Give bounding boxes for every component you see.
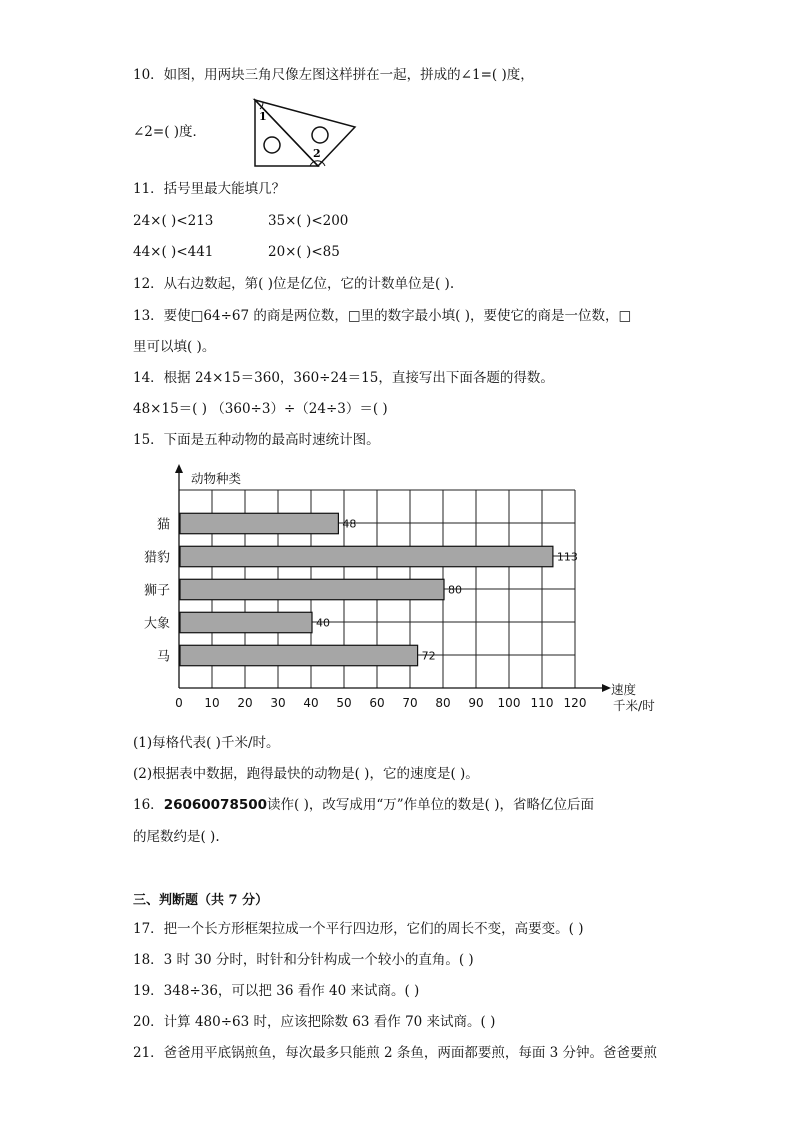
q13-line2: 里可以填( )。 — [133, 339, 216, 355]
ruler-hole-right — [312, 127, 328, 143]
x-axis-title-2: 千米/时 — [613, 698, 655, 713]
q15-sub2: (2)根据表中数据，跑得最快的动物是( )，它的速度是( )。 — [133, 766, 479, 782]
q10-line2: ∠2=( )度． — [133, 124, 207, 140]
q17-text: 17．把一个长方形框架拉成一个平行四边形，它们的周长不变，高要变。( ) — [133, 921, 584, 937]
x-tick-label: 80 — [435, 696, 451, 710]
bar-狮子 — [180, 579, 444, 599]
bar-value-label: 40 — [316, 616, 330, 630]
q10-line1: 10．如图，用两块三角尺像左图这样拼在一起，拼成的∠1=( )度， — [133, 67, 534, 83]
q16-rest: 读作( )，改写成用“万”作单位的数是( )，省略亿位后面 — [267, 797, 594, 813]
section3-title: 三、判断题（共 7 分） — [133, 893, 269, 908]
category-label: 大象 — [143, 616, 170, 632]
x-tick-label: 0 — [175, 696, 183, 710]
y-axis-arrow — [175, 464, 183, 473]
q20-text: 20．计算 480÷63 时，应该把除数 63 看作 70 来试商。( ) — [133, 1014, 496, 1030]
x-tick-label: 70 — [402, 696, 418, 710]
obtuse-triangle-ruler — [255, 100, 355, 166]
q14-line2: 48×15＝( ) （360÷3）÷（24÷3）＝( ) — [133, 401, 388, 417]
q13-line1: 13．要使□64÷67 的商是两位数，□里的数字最小填( )，要使它的商是一位数，□ — [133, 308, 632, 324]
q16-line2: 的尾数约是( ). — [133, 829, 220, 845]
q11-r2c1: 44×( )<441 — [133, 244, 214, 260]
q21-text: 21．爸爸用平底锅煎鱼，每次最多只能煎 2 条鱼，两面都要煎，每面 3 分钟。爸爸要煎 — [133, 1045, 658, 1061]
angle-1-label: 1 — [259, 110, 267, 123]
q11-title: 11．括号里最大能填几？ — [133, 181, 286, 197]
category-label: 猎豹 — [143, 550, 170, 566]
x-tick-label: 20 — [237, 696, 253, 710]
q11-r1c1: 24×( )<213 — [133, 213, 214, 229]
bar-猎豹 — [180, 546, 553, 566]
q11-r2c2: 20×( )<85 — [268, 244, 340, 260]
x-tick-label: 100 — [497, 696, 521, 710]
x-axis-title-1: 速度 — [611, 682, 637, 697]
x-tick-label: 30 — [270, 696, 286, 710]
x-axis-arrow — [602, 684, 611, 692]
q16-line1 — [133, 796, 594, 814]
category-label: 狮子 — [143, 583, 170, 599]
q11-r1c2: 35×( )<200 — [268, 213, 349, 229]
bar-马 — [180, 645, 418, 665]
q12-text: 12．从右边数起，第( )位是亿位，它的计数单位是( ). — [133, 276, 455, 292]
q18-text: 18．3 时 30 分时，时针和分针构成一个较小的直角。( ) — [133, 952, 474, 968]
q15-sub1: (1)每格代表( )千米/时。 — [133, 735, 280, 751]
x-tick-label: 60 — [369, 696, 385, 710]
ruler-hole-left — [264, 137, 280, 153]
bar-value-label: 48 — [342, 517, 357, 531]
q14-line1: 14．根据 24×15＝360，360÷24＝15，直接写出下面各题的得数。 — [133, 370, 554, 386]
x-tick-label: 10 — [204, 696, 220, 710]
x-tick-label: 40 — [303, 696, 319, 710]
x-tick-label: 110 — [530, 696, 554, 710]
triangle-rulers-figure — [250, 97, 360, 169]
bar-value-label: 80 — [448, 583, 462, 597]
category-label: 猫 — [156, 517, 170, 533]
bar-value-label: 72 — [421, 649, 436, 663]
q16-prefix: 16． — [133, 797, 164, 813]
bar-猫 — [180, 513, 338, 533]
angle-2-label: 2 — [313, 147, 321, 160]
x-tick-label: 120 — [563, 696, 587, 710]
x-tick-label: 90 — [468, 696, 484, 710]
category-label: 马 — [156, 649, 170, 665]
bar-大象 — [180, 612, 312, 632]
y-axis-title: 动物种类 — [191, 471, 242, 486]
q15-title: 15．下面是五种动物的最高时速统计图。 — [133, 432, 380, 448]
bar-value-label: 113 — [556, 550, 578, 564]
animal-speed-bar-chart — [130, 462, 670, 722]
x-tick-label: 50 — [336, 696, 352, 710]
q19-text: 19．348÷36，可以把 36 看作 40 来试商。( ) — [133, 983, 420, 999]
q16-number: 26060078500 — [163, 797, 268, 813]
